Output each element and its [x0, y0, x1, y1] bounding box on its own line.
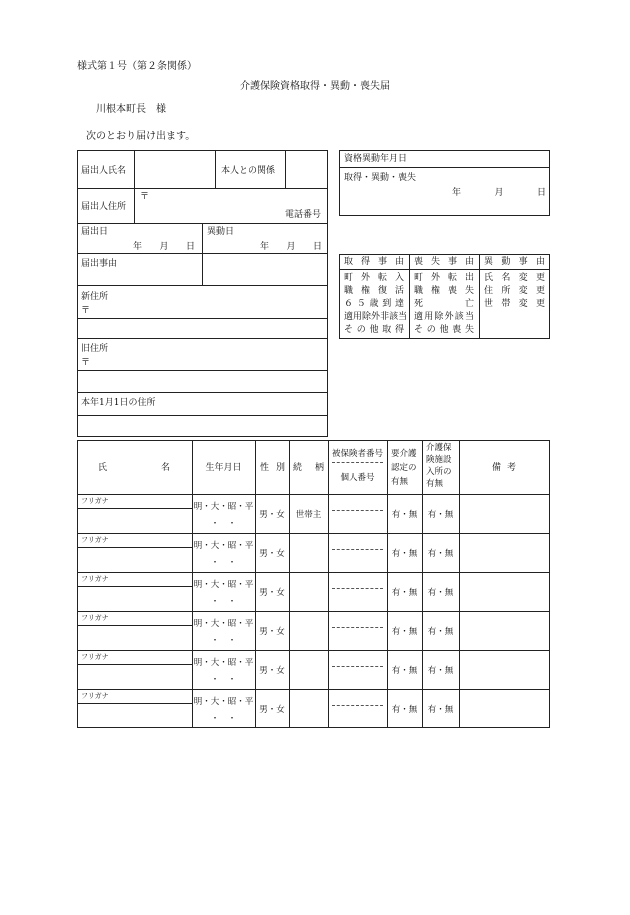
row-facility: 有・無	[427, 588, 454, 598]
row-furigana: フリガナ	[81, 536, 109, 544]
header-relation: 続 柄	[293, 463, 324, 473]
acquire-reason: ６ ５ 歳 到 達	[344, 299, 404, 309]
intro-text: 次のとおり届け出ます。	[86, 131, 196, 142]
row-furigana: フリガナ	[81, 653, 109, 661]
row-birth-era: 明・大・昭・平	[193, 541, 254, 551]
old-address-label: 旧住所	[81, 344, 109, 354]
row-facility: 有・無	[427, 705, 454, 715]
row-gender: 男・女	[259, 549, 285, 559]
loss-reason: 町 外 転 出	[414, 273, 474, 283]
header-facility: 入所の	[426, 467, 452, 477]
acquire-reason: そ の 他 取 得	[344, 325, 404, 335]
row-birth-dots: ・ ・	[210, 597, 237, 607]
row-birth-era: 明・大・昭・平	[193, 619, 254, 629]
row-birth-dots: ・ ・	[210, 675, 237, 685]
header-facility: 険施設	[426, 455, 452, 465]
row-relation: 世帯主	[295, 510, 322, 520]
row-birth-era: 明・大・昭・平	[193, 658, 254, 668]
row-birth-era: 明・大・昭・平	[193, 697, 254, 707]
row-gender: 男・女	[259, 666, 285, 676]
jan1-address-label: 本年1月1日の住所	[81, 398, 156, 408]
postal-mark: 〒	[140, 192, 150, 202]
insured-persons-table	[77, 440, 550, 728]
acquire-reason: 町 外 転 入	[344, 273, 404, 283]
row-furigana: フリガナ	[81, 614, 109, 622]
applicant-name-label: 届出人氏名	[81, 166, 127, 176]
row-care-cert: 有・無	[391, 549, 418, 559]
header-care-certification: 有無	[391, 477, 409, 487]
new-address-label: 新住所	[81, 292, 109, 302]
change-reason: 氏 名 変 更	[484, 273, 545, 283]
phone-label: 電話番号	[285, 210, 322, 220]
loss-reason: 死 亡	[414, 299, 474, 309]
row-care-cert: 有・無	[391, 588, 418, 598]
status-date-ymd: 年 月 日	[452, 188, 546, 198]
row-birth-dots: ・ ・	[210, 714, 237, 724]
relation-label: 本人との関係	[221, 166, 276, 176]
header-facility: 介護保	[426, 443, 452, 453]
header-personal-number: 個人番号	[340, 473, 375, 483]
row-birth-era: 明・大・昭・平	[193, 580, 254, 590]
loss-header: 喪 失 事 由	[414, 257, 474, 267]
loss-reason: そ の 他 喪 失	[414, 325, 474, 335]
row-birth-dots: ・ ・	[210, 558, 237, 568]
form-title: 介護保険資格取得・異動・喪失届	[240, 81, 390, 92]
row-care-cert: 有・無	[391, 666, 418, 676]
change-date-label: 異動日	[207, 227, 235, 237]
header-given-name: 名	[161, 463, 171, 473]
row-facility: 有・無	[427, 549, 454, 559]
row-birth-era: 明・大・昭・平	[193, 502, 254, 512]
acquire-reason: 適 用 除 外 非 該 当	[344, 312, 408, 322]
applicant-section	[77, 150, 328, 437]
row-gender: 男・女	[259, 627, 285, 637]
addressee: 川根本町長 様	[96, 104, 166, 115]
row-furigana: フリガナ	[81, 575, 109, 583]
loss-reason: 職 権 喪 失	[414, 286, 474, 296]
row-birth-dots: ・ ・	[210, 519, 237, 529]
header-gender: 性 別	[260, 463, 285, 473]
row-care-cert: 有・無	[391, 510, 418, 520]
status-date-subtitle: 取得・異動・喪失	[344, 173, 417, 183]
status-date-title: 資格異動年月日	[344, 154, 408, 164]
row-furigana: フリガナ	[81, 692, 109, 700]
header-birth: 生年月日	[205, 463, 242, 473]
row-facility: 有・無	[427, 666, 454, 676]
acquire-reason: 職 権 復 活	[344, 286, 404, 296]
loss-reason: 適 用 除 外 該 当	[414, 312, 474, 322]
change-reason: 住 所 変 更	[484, 286, 545, 296]
header-insured-number: 被保険者番号	[331, 449, 383, 459]
filing-date-ymd: 年 月 日	[133, 242, 195, 252]
form-number: 様式第１号（第２条関係）	[77, 61, 197, 72]
row-gender: 男・女	[259, 705, 285, 715]
new-postal-mark: 〒	[81, 306, 91, 316]
row-gender: 男・女	[259, 510, 285, 520]
row-care-cert: 有・無	[391, 627, 418, 637]
applicant-address-label: 届出人住所	[81, 202, 127, 212]
change-date-ymd: 年 月 日	[260, 242, 322, 252]
change-header: 異 動 事 由	[484, 257, 545, 267]
row-facility: 有・無	[427, 510, 454, 520]
change-reason: 世 帯 変 更	[484, 299, 545, 309]
row-birth-dots: ・ ・	[210, 636, 237, 646]
header-surname: 氏	[98, 463, 108, 473]
header-remarks: 備 考	[492, 463, 516, 473]
reason-label: 届出事由	[81, 259, 118, 269]
header-facility: 有無	[426, 479, 444, 489]
header-care-certification: 要介護	[391, 449, 417, 459]
row-gender: 男・女	[259, 588, 285, 598]
header-care-certification: 認定の	[391, 463, 417, 473]
acquire-header: 取 得 事 由	[344, 257, 404, 267]
old-postal-mark: 〒	[81, 358, 91, 368]
row-care-cert: 有・無	[391, 705, 418, 715]
row-furigana: フリガナ	[81, 497, 109, 505]
filing-date-label: 届出日	[81, 227, 109, 237]
row-facility: 有・無	[427, 627, 454, 637]
